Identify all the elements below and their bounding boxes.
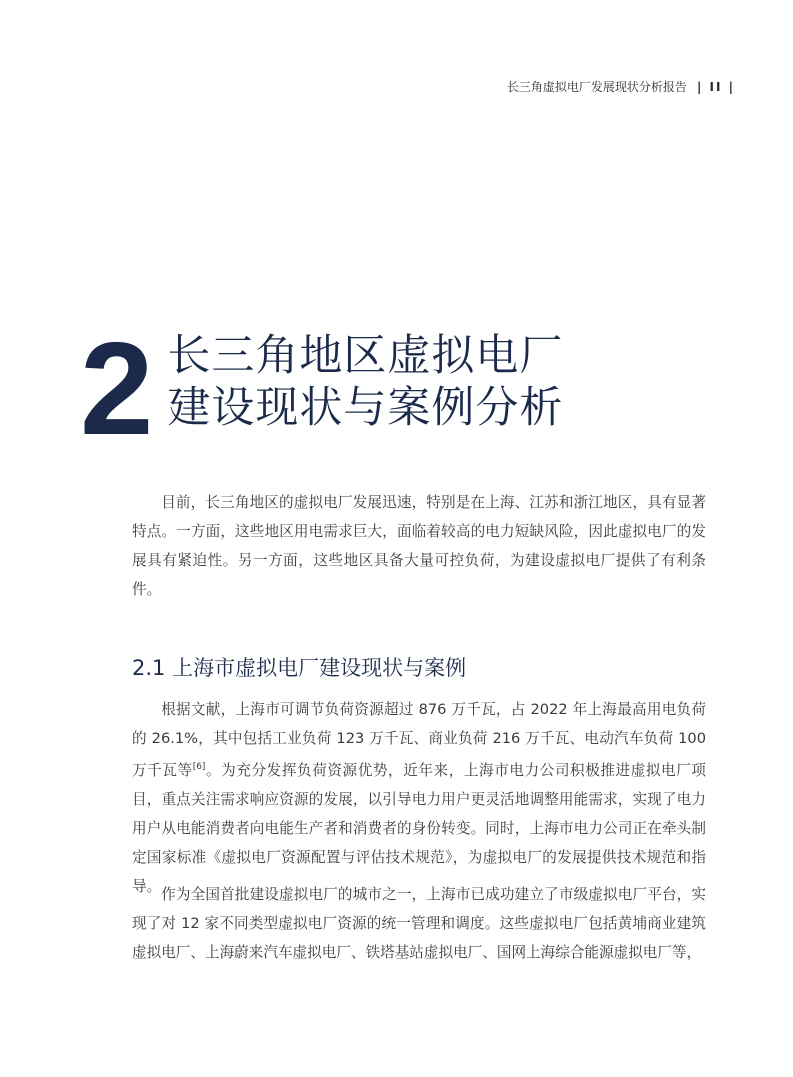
intro-paragraph: 目前，长三角地区的虚拟电厂发展迅速，特别是在上海、江苏和浙江地区，具有显著特点。一方面，这些地区用电需求巨大，面临着较高的电力短缺风险，因此虚拟电厂的发展具有紧迫性。另一方面，这些地区具备大量可控负荷，为建设虚拟电厂提供了有利条件。: [132, 494, 706, 598]
chapter-title: [167, 330, 563, 434]
paragraph-text: 。为充分发挥负荷资源优势，近年来，上海市电力公司积极推进虚拟电厂项目，重点关注需求响应资源的发展，以引导电力用户更灵活地调整用能需求，实现了电力用户从电能消费者向电能生产者和消费者的身份转变。同时，上海市电力公司正在牵头制定国家标准《虚拟电厂资源配置与评估技术规范》，为虚拟电厂的发展提供技术规范和指导。: [132, 761, 706, 895]
section-paragraph-1: [132, 695, 706, 901]
chapter-heading: [80, 315, 564, 462]
running-header: [507, 78, 735, 95]
citation-ref: [6]: [192, 762, 206, 772]
chapter-title-line-2: 建设现状与案例分析: [167, 383, 564, 433]
chapter-number: 2: [80, 315, 150, 462]
section-heading: 2.1 上海市虚拟电厂建设现状与案例: [132, 656, 467, 680]
chapter-title-line-1: 长三角地区虚拟电厂: [167, 331, 564, 381]
report-title: 长三角虚拟电厂发展现状分析报告: [506, 80, 687, 94]
page-number: | II |: [696, 79, 735, 94]
paragraph-text: 根据文献，上海市可调节负荷资源超过 876 万千瓦，占 2022 年上海最高用电负荷的 26.1%，其中包括工业负荷 123 万千瓦、商业负荷 216 万千瓦、电动汽车负荷 100 万千瓦等: [132, 701, 706, 779]
section-paragraph-2: 作为全国首批建设虚拟电厂的城市之一，上海市已成功建立了市级虚拟电厂平台，实现了对 12 家不同类型虚拟电厂资源的统一管理和调度。这些虚拟电厂包括黄埔商业建筑虚拟电厂、上海蔚来汽车虚拟电厂、铁塔基站虚拟电厂、国网上海综合能源虚拟电厂等，: [132, 886, 706, 961]
